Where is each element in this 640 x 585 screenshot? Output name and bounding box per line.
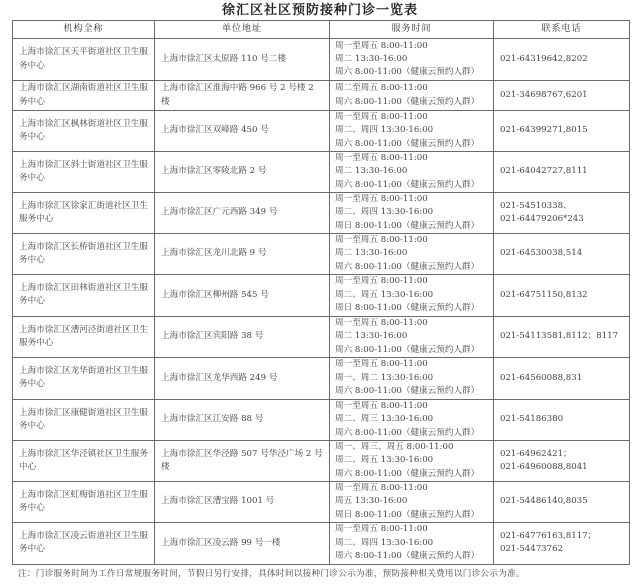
table-row (13, 39, 630, 81)
contact-phone (494, 440, 630, 481)
phone-line: 021-54486140,8035 (500, 496, 588, 507)
service-hours-line: 周二 13:30-16:00 (335, 248, 408, 259)
service-hours-line: 周一至周五 8:00-11:00 (335, 112, 428, 123)
service-hours-line: 周一、周三、周五 8:00-11:00 (335, 441, 454, 452)
clinic-name: 上海市徐汇区田林街道社区卫生服务中心 (13, 274, 155, 316)
phone-line: 021-64479206*243 (500, 213, 584, 224)
phone-line: 021-54186380 (500, 414, 564, 425)
service-hours-line: 周六 8:00-11:00（健康云预约人群） (335, 551, 480, 562)
clinic-name: 上海市徐汇区枫林街道社区卫生服务中心 (13, 111, 155, 152)
service-hours-line: 周一、周二 13:30-16:00 (335, 372, 434, 383)
service-hours-line: 周六 8:00-11:00（健康云预约人群） (335, 344, 480, 355)
table-row (13, 316, 630, 357)
table-row (13, 152, 630, 193)
contact-phone (494, 81, 630, 111)
table-row (13, 233, 630, 274)
service-hours-line: 周一至周五 8:00-11:00 (335, 234, 428, 245)
clinic-name: 上海市徐汇区湖南街道社区卫生服务中心 (13, 81, 155, 111)
phone-line: 021-64962421； (500, 448, 572, 459)
contact-phone (494, 522, 630, 564)
service-hours (330, 81, 494, 111)
service-hours-line: 周六 8:00-11:00（健康云预约人群） (335, 427, 480, 438)
table-row (13, 357, 630, 399)
header-hours: 服务时间 (330, 21, 494, 39)
service-hours (330, 522, 494, 564)
service-hours (330, 481, 494, 522)
service-hours-line: 周六 8:00-11:00（健康云预约人群） (335, 138, 480, 149)
service-hours-line: 周五 13:30-16:00 (335, 496, 408, 507)
table-row (13, 399, 630, 440)
phone-line: 021-64560088,831 (500, 372, 583, 383)
service-hours-line: 周二、周五 13:30-16:00 (335, 455, 434, 466)
header-address: 单位地址 (155, 21, 330, 39)
contact-phone (494, 111, 630, 152)
service-hours-line: 周二、周五 13:30-16:00 (335, 289, 434, 300)
contact-phone (494, 233, 630, 274)
service-hours-line: 周一至周五 8:00-11:00 (335, 193, 428, 204)
clinic-address: 上海市徐汇区太原路 110 号二楼 (155, 39, 330, 81)
service-hours-line: 周一至周五 8:00-11:00 (335, 524, 428, 535)
service-hours-line: 周六 8:00-11:00（健康云预约人群） (335, 179, 480, 190)
clinic-name: 上海市徐汇区虹梅街道社区卫生服务中心 (13, 481, 155, 522)
service-hours-line: 周日 8:00-11:00（健康云预约人群） (335, 303, 480, 314)
service-hours (330, 39, 494, 81)
service-hours (330, 192, 494, 233)
clinic-name: 上海市徐汇区凌云街道社区卫生服务中心 (13, 522, 155, 564)
clinic-name: 上海市徐汇区长桥街道社区卫生服务中心 (13, 233, 155, 274)
clinic-name: 上海市徐汇区斜土街道社区卫生服务中心 (13, 152, 155, 193)
phone-line: 021-64960088,8041 (500, 461, 588, 472)
phone-line: 021-64042727,8111 (500, 166, 588, 177)
clinic-address: 上海市徐汇区柳州路 545 号 (155, 274, 330, 316)
phone-line: 021-34698767,6201 (500, 89, 588, 100)
table-row (13, 274, 630, 316)
service-hours-line: 周二、周三 13:30-16:00 (335, 414, 434, 425)
phone-line: 021-64319642,8202 (500, 53, 588, 64)
table-row (13, 481, 630, 522)
phone-line: 021-54473762 (500, 544, 564, 555)
service-hours-line: 周二 13:30-16:00 (335, 166, 408, 177)
footnote: 注：门诊服务时间为工作日常规服务时间，节假日另行安排，具体时间以接种门诊公示为准，预防接种相关费用以门诊公示为准。 (18, 568, 525, 579)
phone-line: 021-64776163,8117； (500, 531, 597, 542)
service-hours-line: 周二至周五 8:00-11:00 (335, 83, 428, 94)
contact-phone (494, 274, 630, 316)
contact-phone (494, 39, 630, 81)
clinic-address: 上海市徐汇区江安路 88 号 (155, 399, 330, 440)
phone-line: 021-54113581,8112；8117 (500, 331, 619, 342)
contact-phone (494, 152, 630, 193)
contact-phone (494, 357, 630, 399)
table-row (13, 192, 630, 233)
service-hours-line: 周六 8:00-11:00（健康云预约人群） (335, 67, 480, 78)
service-hours-line: 周一至周五 8:00-11:00 (335, 482, 428, 493)
table-row (13, 111, 630, 152)
service-hours-line: 周一至周五 8:00-11:00 (335, 40, 428, 51)
service-hours (330, 152, 494, 193)
service-hours-line: 周日 8:00-11:00（健康云预约人群） (335, 509, 480, 520)
clinic-address: 上海市徐汇区龙川北路 9 号 (155, 233, 330, 274)
service-hours-line: 周一至周五 8:00-11:00 (335, 400, 428, 411)
service-hours (330, 440, 494, 481)
phone-line: 021-64530038,514 (500, 248, 583, 259)
service-hours-line: 周二、周四 13:30-16:00 (335, 125, 434, 136)
header-phone: 联系电话 (494, 21, 630, 39)
clinic-address: 上海市徐汇区零陵北路 2 号 (155, 152, 330, 193)
clinic-address: 上海市徐汇区华泾路 507 号华泾广场 2 号楼 (155, 440, 330, 481)
contact-phone (494, 481, 630, 522)
service-hours-line: 周二 13:30-16:00 (335, 331, 408, 342)
header-name: 机构全称 (13, 21, 155, 39)
service-hours (330, 399, 494, 440)
service-hours-line: 周二、周四 13:30-16:00 (335, 537, 434, 548)
clinic-address: 上海市徐汇区淮海中路 966 号 2 号楼 2 楼 (155, 81, 330, 111)
clinic-address: 上海市徐汇区双峰路 450 号 (155, 111, 330, 152)
service-hours (330, 357, 494, 399)
service-hours-line: 周一至周五 8:00-11:00 (335, 359, 428, 370)
page-title: 徐汇区社区预防接种门诊一览表 (221, 3, 418, 18)
clinic-name: 上海市徐汇区漕河泾街道社区卫生服务中心 (13, 316, 155, 357)
service-hours (330, 274, 494, 316)
contact-phone (494, 316, 630, 357)
service-hours-line: 周六 8:00-11:00（健康云预约人群） (335, 468, 480, 479)
table-row (13, 81, 630, 111)
service-hours-line: 周六 8:00-11:00（健康云预约人群） (335, 96, 480, 107)
contact-phone (494, 399, 630, 440)
service-hours-line: 周二 13:30-16:00 (335, 53, 408, 64)
clinic-address: 上海市徐汇区宾阳路 38 号 (155, 316, 330, 357)
clinic-name: 上海市徐汇区华泾镇社区卫生服务中心 (13, 440, 155, 481)
phone-line: 021-64399271,8015 (500, 125, 588, 136)
table-row (13, 440, 630, 481)
service-hours-line: 周六 8:00-11:00（健康云预约人群） (335, 386, 480, 397)
contact-phone (494, 192, 630, 233)
service-hours-line: 周日 8:00-11:00（健康云预约人群） (335, 220, 480, 231)
table-row (13, 522, 630, 564)
table-header-row (13, 21, 630, 39)
service-hours-line: 周六 8:00-11:00（健康云预约人群） (335, 261, 480, 272)
clinic-address: 上海市徐汇区龙华西路 249 号 (155, 357, 330, 399)
service-hours (330, 316, 494, 357)
clinic-name: 上海市徐汇区龙华街道社区卫生服务中心 (13, 357, 155, 399)
clinic-address: 上海市徐汇区漕宝路 1001 号 (155, 481, 330, 522)
service-hours-line: 周一至周五 8:00-11:00 (335, 276, 428, 287)
service-hours (330, 233, 494, 274)
clinic-name: 上海市徐汇区天平街道社区卫生服务中心 (13, 39, 155, 81)
service-hours (330, 111, 494, 152)
service-hours-line: 周一至周五 8:00-11:00 (335, 153, 428, 163)
clinic-name: 上海市徐汇区康健街道社区卫生服务中心 (13, 399, 155, 440)
service-hours-line: 周二、周四 13:30-16:00 (335, 207, 434, 218)
phone-line: 021-64751150,8132 (500, 289, 588, 300)
table-body (13, 39, 630, 565)
clinic-address: 上海市徐汇区广元西路 349 号 (155, 192, 330, 233)
clinic-name: 上海市徐汇区徐家汇街道社区卫生服务中心 (13, 192, 155, 233)
clinic-table (12, 20, 630, 565)
service-hours-line: 周一至周五 8:00-11:00 (335, 317, 428, 328)
clinic-address: 上海市徐汇区凌云路 99 号一楼 (155, 522, 330, 564)
phone-line: 021-54510338、 (500, 200, 572, 211)
